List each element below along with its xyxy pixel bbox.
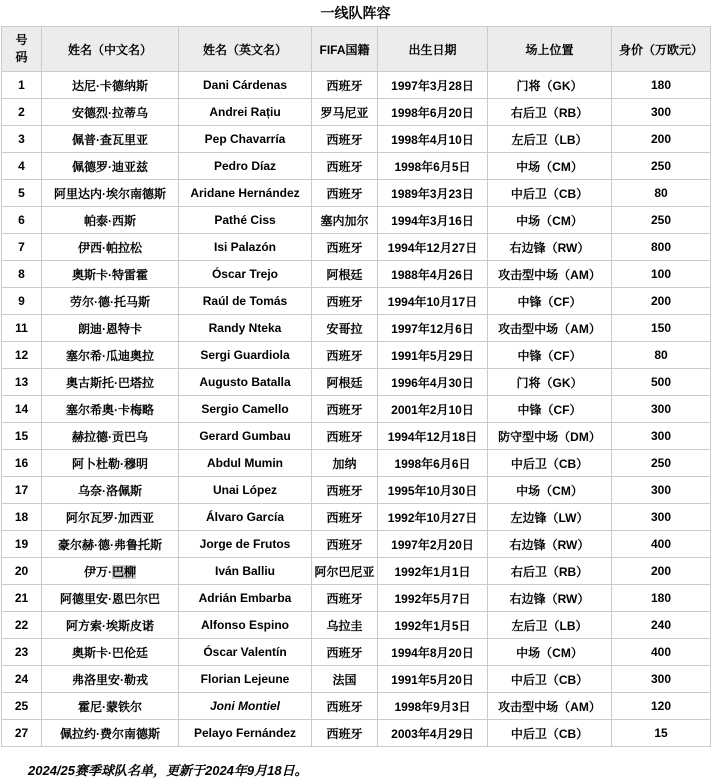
cell-position: 左边锋（LW） <box>488 504 612 531</box>
cell-name-zh: 奥斯卡·巴伦廷 <box>42 639 179 666</box>
cell-value: 300 <box>612 99 711 126</box>
cell-birthdate: 1992年1月1日 <box>378 558 488 585</box>
cell-value: 15 <box>612 720 711 747</box>
cell-birthdate: 1992年5月7日 <box>378 585 488 612</box>
cell-nationality: 西班牙 <box>312 504 378 531</box>
column-header-birthdate: 出生日期 <box>378 27 488 72</box>
cell-birthdate: 1994年12月27日 <box>378 234 488 261</box>
table-row <box>2 450 711 477</box>
cell-birthdate: 1998年9月3日 <box>378 693 488 720</box>
cell-position: 右边锋（RW） <box>488 234 612 261</box>
cell-nationality: 西班牙 <box>312 639 378 666</box>
cell-birthdate: 1998年6月6日 <box>378 450 488 477</box>
table-row <box>2 396 711 423</box>
cell-nationality: 西班牙 <box>312 720 378 747</box>
cell-name-zh: 帕泰·西斯 <box>42 207 179 234</box>
cell-position: 中后卫（CB） <box>488 666 612 693</box>
cell-name-zh: 阿德里安·恩巴尔巴 <box>42 585 179 612</box>
cell-number: 1 <box>2 72 42 99</box>
cell-position: 防守型中场（DM） <box>488 423 612 450</box>
cell-value: 250 <box>612 207 711 234</box>
cell-number: 2 <box>2 99 42 126</box>
cell-name-en: Iván Balliu <box>179 558 312 585</box>
cell-birthdate: 1991年5月29日 <box>378 342 488 369</box>
cell-number: 14 <box>2 396 42 423</box>
cell-name-zh: 塞尔希·瓜迪奥拉 <box>42 342 179 369</box>
cell-value: 120 <box>612 693 711 720</box>
cell-name-en: Augusto Batalla <box>179 369 312 396</box>
cell-name-en: Isi Palazón <box>179 234 312 261</box>
column-header-position: 场上位置 <box>488 27 612 72</box>
table-row <box>2 369 711 396</box>
cell-number: 18 <box>2 504 42 531</box>
column-header-name-zh: 姓名（中文名） <box>42 27 179 72</box>
cell-nationality: 罗马尼亚 <box>312 99 378 126</box>
cell-name-en: Raúl de Tomás <box>179 288 312 315</box>
cell-number: 11 <box>2 315 42 342</box>
cell-birthdate: 1998年4月10日 <box>378 126 488 153</box>
table-row <box>2 315 711 342</box>
cell-number: 4 <box>2 153 42 180</box>
cell-value: 300 <box>612 396 711 423</box>
squad-footnote: 2024/25赛季球队名单，更新于2024年9月18日。 <box>28 763 308 778</box>
cell-name-zh: 伊西·帕拉松 <box>42 234 179 261</box>
cell-name-en: Sergio Camello <box>179 396 312 423</box>
cell-name-zh: 豪尔赫·德·弗鲁托斯 <box>42 531 179 558</box>
cell-value: 200 <box>612 126 711 153</box>
column-header-number <box>2 27 42 72</box>
cell-nationality: 加纳 <box>312 450 378 477</box>
cell-name-zh: 佩德罗·迪亚兹 <box>42 153 179 180</box>
cell-value: 250 <box>612 450 711 477</box>
cell-position: 攻击型中场（AM） <box>488 693 612 720</box>
cell-nationality: 西班牙 <box>312 72 378 99</box>
cell-name-en: Pathé Ciss <box>179 207 312 234</box>
cell-name-en: Unai López <box>179 477 312 504</box>
cell-nationality: 西班牙 <box>312 126 378 153</box>
cell-number: 8 <box>2 261 42 288</box>
cell-name-zh: 弗洛里安·勒戎 <box>42 666 179 693</box>
cell-value: 200 <box>612 558 711 585</box>
cell-birthdate: 2003年4月29日 <box>378 720 488 747</box>
column-header-fifa-nationality: FIFA国籍 <box>312 27 378 72</box>
cell-number: 3 <box>2 126 42 153</box>
cell-position: 右边锋（RW） <box>488 531 612 558</box>
cell-name-zh: 朗迪·恩特卡 <box>42 315 179 342</box>
cell-name-zh: 阿方索·埃斯皮诺 <box>42 612 179 639</box>
cell-number: 7 <box>2 234 42 261</box>
table-row <box>2 477 711 504</box>
cell-name-en: Jorge de Frutos <box>179 531 312 558</box>
cell-name-en: Álvaro García <box>179 504 312 531</box>
cell-position: 中场（CM） <box>488 639 612 666</box>
cell-number: 9 <box>2 288 42 315</box>
cell-nationality: 塞内加尔 <box>312 207 378 234</box>
cell-position: 中后卫（CB） <box>488 180 612 207</box>
cell-value: 150 <box>612 315 711 342</box>
cell-name-zh: 赫拉德·贡巴乌 <box>42 423 179 450</box>
cell-position: 右边锋（RW） <box>488 585 612 612</box>
table-row <box>2 504 711 531</box>
squad-table <box>1 26 711 747</box>
cell-value: 300 <box>612 504 711 531</box>
cell-nationality: 西班牙 <box>312 693 378 720</box>
cell-name-zh: 乌奈·洛佩斯 <box>42 477 179 504</box>
cell-name-en: Randy Nteka <box>179 315 312 342</box>
cell-nationality: 西班牙 <box>312 585 378 612</box>
cell-name-en: Florian Lejeune <box>179 666 312 693</box>
cell-nationality: 安哥拉 <box>312 315 378 342</box>
page-title: 一线队阵容 <box>320 5 391 21</box>
table-row <box>2 585 711 612</box>
cell-nationality: 阿根廷 <box>312 369 378 396</box>
cell-value: 180 <box>612 72 711 99</box>
cell-position: 门将（GK） <box>488 72 612 99</box>
cell-name-en: Andrei Rațiu <box>179 99 312 126</box>
table-row <box>2 720 711 747</box>
cell-value: 500 <box>612 369 711 396</box>
column-header-name-en: 姓名（英文名） <box>179 27 312 72</box>
table-row <box>2 288 711 315</box>
cell-birthdate: 1994年12月18日 <box>378 423 488 450</box>
cell-birthdate: 2001年2月10日 <box>378 396 488 423</box>
table-row <box>2 261 711 288</box>
table-row <box>2 612 711 639</box>
cell-name-zh: 劳尔·德·托马斯 <box>42 288 179 315</box>
cell-value: 180 <box>612 585 711 612</box>
cell-position: 攻击型中场（AM） <box>488 261 612 288</box>
cell-name-en: Aridane Hernández <box>179 180 312 207</box>
cell-position: 攻击型中场（AM） <box>488 315 612 342</box>
cell-number: 20 <box>2 558 42 585</box>
cell-birthdate: 1994年8月20日 <box>378 639 488 666</box>
cell-name-en: Sergi Guardiola <box>179 342 312 369</box>
cell-name-zh: 伊万·巴柳 <box>42 558 179 585</box>
cell-position: 中场（CM） <box>488 477 612 504</box>
cell-number: 5 <box>2 180 42 207</box>
highlighted-text: 巴柳 <box>111 564 136 579</box>
cell-name-en: Pelayo Fernández <box>179 720 312 747</box>
table-row <box>2 639 711 666</box>
cell-value: 800 <box>612 234 711 261</box>
table-row <box>2 153 711 180</box>
cell-nationality: 阿尔巴尼亚 <box>312 558 378 585</box>
cell-name-en: Óscar Trejo <box>179 261 312 288</box>
cell-number: 13 <box>2 369 42 396</box>
cell-name-zh: 阿里达内·埃尔南德斯 <box>42 180 179 207</box>
cell-name-zh: 奥古斯托·巴塔拉 <box>42 369 179 396</box>
cell-name-en: Alfonso Espino <box>179 612 312 639</box>
squad-table-body <box>2 72 711 747</box>
cell-position: 左后卫（LB） <box>488 126 612 153</box>
cell-value: 400 <box>612 639 711 666</box>
cell-name-zh: 霍尼·蒙铁尔 <box>42 693 179 720</box>
cell-birthdate: 1997年3月28日 <box>378 72 488 99</box>
cell-name-zh: 塞尔希奥·卡梅略 <box>42 396 179 423</box>
cell-name-en: Gerard Gumbau <box>179 423 312 450</box>
cell-name-en: Adrián Embarba <box>179 585 312 612</box>
cell-birthdate: 1992年10月27日 <box>378 504 488 531</box>
cell-birthdate: 1992年1月5日 <box>378 612 488 639</box>
cell-number: 15 <box>2 423 42 450</box>
cell-position: 中锋（CF） <box>488 396 612 423</box>
cell-nationality: 西班牙 <box>312 396 378 423</box>
cell-name-en: Pedro Díaz <box>179 153 312 180</box>
cell-nationality: 西班牙 <box>312 180 378 207</box>
cell-number: 19 <box>2 531 42 558</box>
cell-name-en: Pep Chavarría <box>179 126 312 153</box>
column-header-number-label: 号码 <box>15 33 28 64</box>
cell-number: 22 <box>2 612 42 639</box>
cell-position: 中后卫（CB） <box>488 450 612 477</box>
table-row <box>2 342 711 369</box>
cell-value: 200 <box>612 288 711 315</box>
cell-value: 300 <box>612 666 711 693</box>
cell-name-zh: 阿尔瓦罗·加西亚 <box>42 504 179 531</box>
cell-birthdate: 1997年2月20日 <box>378 531 488 558</box>
cell-position: 右后卫（RB） <box>488 99 612 126</box>
cell-value: 250 <box>612 153 711 180</box>
cell-name-zh: 佩拉约·费尔南德斯 <box>42 720 179 747</box>
cell-number: 24 <box>2 666 42 693</box>
cell-nationality: 西班牙 <box>312 234 378 261</box>
cell-name-zh: 阿卜杜勒·穆明 <box>42 450 179 477</box>
cell-value: 80 <box>612 180 711 207</box>
cell-birthdate: 1989年3月23日 <box>378 180 488 207</box>
cell-birthdate: 1997年12月6日 <box>378 315 488 342</box>
cell-position: 中场（CM） <box>488 153 612 180</box>
table-row <box>2 99 711 126</box>
cell-name-en: Óscar Valentín <box>179 639 312 666</box>
cell-nationality: 阿根廷 <box>312 261 378 288</box>
cell-position: 门将（GK） <box>488 369 612 396</box>
cell-birthdate: 1994年10月17日 <box>378 288 488 315</box>
cell-value: 240 <box>612 612 711 639</box>
table-row <box>2 126 711 153</box>
cell-position: 右后卫（RB） <box>488 558 612 585</box>
table-row <box>2 207 711 234</box>
cell-name-zh: 达尼·卡德纳斯 <box>42 72 179 99</box>
cell-birthdate: 1996年4月30日 <box>378 369 488 396</box>
cell-number: 25 <box>2 693 42 720</box>
table-row <box>2 234 711 261</box>
cell-value: 80 <box>612 342 711 369</box>
column-header-value: 身价（万欧元） <box>612 27 711 72</box>
cell-number: 16 <box>2 450 42 477</box>
cell-nationality: 西班牙 <box>312 342 378 369</box>
cell-position: 中后卫（CB） <box>488 720 612 747</box>
cell-nationality: 西班牙 <box>312 423 378 450</box>
cell-number: 27 <box>2 720 42 747</box>
cell-number: 23 <box>2 639 42 666</box>
cell-value: 100 <box>612 261 711 288</box>
cell-name-en: Dani Cárdenas <box>179 72 312 99</box>
cell-nationality: 西班牙 <box>312 153 378 180</box>
table-row <box>2 180 711 207</box>
cell-nationality: 西班牙 <box>312 288 378 315</box>
table-row <box>2 693 711 720</box>
cell-name-zh: 佩普·查瓦里亚 <box>42 126 179 153</box>
cell-number: 6 <box>2 207 42 234</box>
cell-position: 中锋（CF） <box>488 342 612 369</box>
cell-number: 17 <box>2 477 42 504</box>
cell-birthdate: 1991年5月20日 <box>378 666 488 693</box>
cell-birthdate: 1998年6月5日 <box>378 153 488 180</box>
table-row <box>2 558 711 585</box>
cell-name-en: Abdul Mumin <box>179 450 312 477</box>
header-row <box>2 27 711 72</box>
cell-birthdate: 1994年3月16日 <box>378 207 488 234</box>
cell-nationality: 西班牙 <box>312 477 378 504</box>
cell-birthdate: 1998年6月20日 <box>378 99 488 126</box>
table-row <box>2 423 711 450</box>
cell-name-zh: 安德烈·拉蒂乌 <box>42 99 179 126</box>
cell-value: 300 <box>612 423 711 450</box>
cell-name-zh: 奥斯卡·特雷霍 <box>42 261 179 288</box>
cell-nationality: 乌拉圭 <box>312 612 378 639</box>
table-row <box>2 72 711 99</box>
cell-value: 400 <box>612 531 711 558</box>
table-row <box>2 531 711 558</box>
cell-name-en: Joni Montiel <box>179 693 312 720</box>
cell-position: 左后卫（LB） <box>488 612 612 639</box>
cell-nationality: 西班牙 <box>312 531 378 558</box>
cell-position: 中锋（CF） <box>488 288 612 315</box>
table-row <box>2 666 711 693</box>
cell-position: 中场（CM） <box>488 207 612 234</box>
cell-birthdate: 1988年4月26日 <box>378 261 488 288</box>
cell-birthdate: 1995年10月30日 <box>378 477 488 504</box>
cell-number: 21 <box>2 585 42 612</box>
cell-value: 300 <box>612 477 711 504</box>
cell-number: 12 <box>2 342 42 369</box>
cell-nationality: 法国 <box>312 666 378 693</box>
